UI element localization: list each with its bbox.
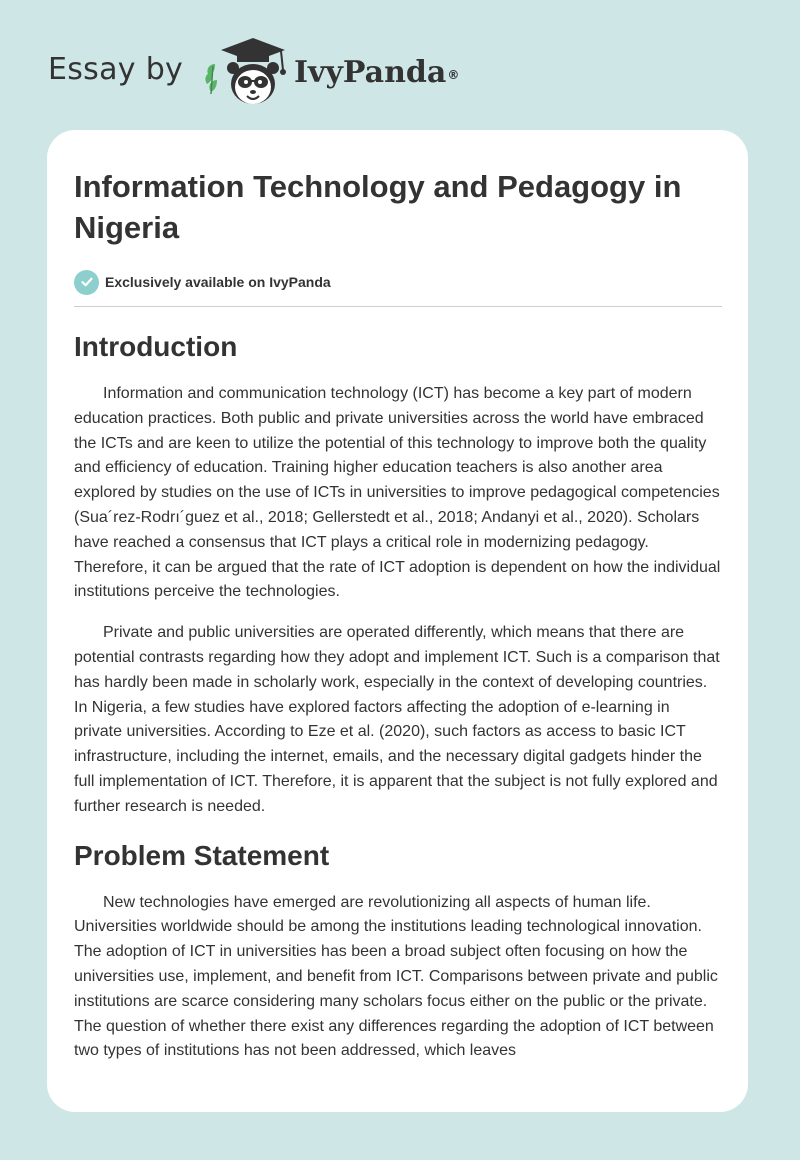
panda-graduate-icon xyxy=(203,36,289,108)
badge-text: Exclusively available on IvyPanda xyxy=(105,274,331,290)
article-title: Information Technology and Pedagogy in Nigeria xyxy=(74,169,682,245)
article-content xyxy=(74,166,722,1064)
essay-by-label: Essay by xyxy=(48,52,184,87)
registered-mark: ® xyxy=(447,68,460,82)
article-card xyxy=(47,130,748,1112)
exclusive-badge xyxy=(74,269,722,295)
site-header xyxy=(0,0,800,130)
leaf-icon xyxy=(205,64,217,94)
section-heading: Problem Statement xyxy=(74,839,330,871)
paragraph: Private and public universities are operated differently, which means that there are potential contrasts regarding how they adopt and implement ICT. Such is a comparison that has hardly been made in scholarly work, especially in the context of developing countries. In Nigeria, a few studies have explored factors affecting the adoption of e-learning in private universities. According to Eze et al. (2020), such factors as access to basic ICT infrastructure, including the internet, emails, and the necessary digital gadgets hinder the full implementation of ICT. Therefore, it is apparent that the subject is not fully explored and further research is needed. xyxy=(74,624,720,815)
brand-name-text: IvyPanda xyxy=(294,55,447,90)
divider xyxy=(74,306,722,307)
brand-name[interactable] xyxy=(294,53,459,93)
paragraph: Information and communication technology (ICT) has become a key part of modern education practices. Both public and private universities across the world have embraced the ICTs and are keen to utilize the potential of this technology to improve both the quality and efficiency of education. Training higher education teachers is also another area explored by studies on the use of ICTs in universities to improve pedagogical competencies (Sua´rez-Rodrı´guez et al., 2018; Gellerstedt et al., 2018; Andanyi et al., 2020). Scholars have reached a consensus that ICT plays a critical role in modernizing pedagogy. Therefore, it can be argued that the rate of ICT adoption is dependent on how the individual institutions perceive the technologies. xyxy=(74,385,721,601)
paragraph: New technologies have emerged are revolutionizing all aspects of human life. Universities worldwide should be among the institutions leading technological innovation. The adoption of ICT in universities has been a broad subject often focusing on how the universities use, implement, and benefit from ICT. Comparisons between private and public institutions are scarce considering many scholars focus either on the public or the private. The question of whether there exist any differences regarding the adoption of ICT between two types of institutions has not been addressed, which leaves xyxy=(74,893,718,1060)
section-heading: Introduction xyxy=(74,331,238,362)
check-icon xyxy=(74,270,99,295)
